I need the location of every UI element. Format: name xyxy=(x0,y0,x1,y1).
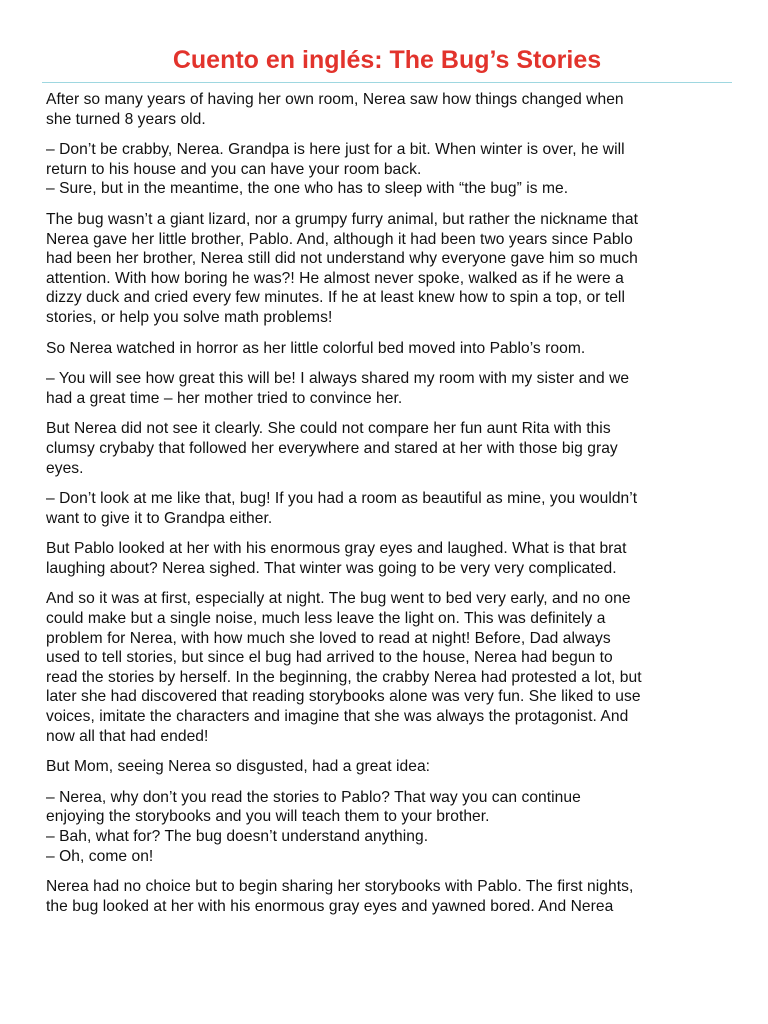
story-paragraph xyxy=(46,877,736,916)
text-line: laughing about? Nerea sighed. That winter was going to be very very complicated. xyxy=(46,559,617,577)
text-line: now all that had ended! xyxy=(46,727,209,745)
text-line: eyes. xyxy=(46,459,84,477)
text-line: – You will see how great this will be! I always shared my room with my sister and we xyxy=(46,370,630,388)
text-line: read the stories by herself. In the beginning, the crabby Nerea had protested a lot, but xyxy=(46,668,642,686)
text-line: And so it was at first, especially at night. The bug went to bed very early, and no one xyxy=(46,590,631,608)
text-line: – Oh, come on! xyxy=(46,847,154,865)
text-line: the bug looked at her with his enormous gray eyes and yawned bored. And Nerea xyxy=(46,897,614,915)
story-paragraph xyxy=(46,419,736,478)
text-line: – Sure, but in the meantime, the one who has to sleep with “the bug” is me. xyxy=(46,180,569,198)
text-line: return to his house and you can have your room back. xyxy=(46,160,422,178)
text-line: – Bah, what for? The bug doesn’t understand anything. xyxy=(46,828,429,845)
text-line: So Nerea watched in horror as her little colorful bed moved into Pablo’s room. xyxy=(46,339,586,357)
text-line: later she had discovered that reading storybooks alone was very fun. She liked to use xyxy=(46,688,641,706)
text-line: But Mom, seeing Nerea so disgusted, had a great idea: xyxy=(46,758,431,776)
text-line: used to tell stories, but since el bug had arrived to the house, Nerea had begun to xyxy=(46,649,613,667)
story-paragraph xyxy=(46,339,736,359)
text-line: voices, imitate the characters and imagine that she was always the protagonist. And xyxy=(46,708,629,726)
story-paragraph xyxy=(46,757,736,777)
text-line: Nerea had no choice but to begin sharing her storybooks with Pablo. The first nights, xyxy=(46,878,634,896)
story-paragraph xyxy=(46,788,736,866)
text-line: – Don’t be crabby, Nerea. Grandpa is here just for a bit. When winter is over, he will xyxy=(46,141,625,159)
text-line: After so many years of having her own room, Nerea saw how things changed when xyxy=(46,91,624,108)
page-title: Cuento en inglés: The Bug’s Stories xyxy=(172,46,602,74)
text-line: – Don’t look at me like that, bug! If you had a room as beautiful as mine, you wouldn’t xyxy=(46,490,638,508)
story-paragraph xyxy=(46,90,736,129)
story-paragraph xyxy=(46,539,736,578)
text-line: had been her brother, Nerea still did not understand why everyone gave him so much xyxy=(46,250,638,268)
text-line: had a great time – her mother tried to convince her. xyxy=(46,389,403,407)
text-line: problem for Nerea, with how much she loved to read at night! Before, Dad always xyxy=(46,629,611,647)
text-line: enjoying the storybooks and you will teach them to your brother. xyxy=(46,808,490,826)
text-line: could make but a single noise, much less leave the light on. This was definitely a xyxy=(46,610,606,628)
text-line: But Nerea did not see it clearly. She could not compare her fun aunt Rita with this xyxy=(46,420,611,438)
text-line: – Nerea, why don’t you read the stories to Pablo? That way you can continue xyxy=(46,788,581,806)
text-line: Nerea gave her little brother, Pablo. And, although it had been two years since Pablo xyxy=(46,230,633,248)
text-line: dizzy duck and cried every few minutes. If he at least knew how to spin a top, or tell xyxy=(46,289,625,307)
story-paragraph xyxy=(46,589,736,746)
text-line: clumsy crybaby that followed her everywhere and stared at her with those big gray xyxy=(46,439,618,457)
story-paragraph xyxy=(46,489,736,528)
story-paragraph xyxy=(46,369,736,408)
story-body xyxy=(46,90,736,927)
text-line: she turned 8 years old. xyxy=(46,110,206,128)
story-paragraph xyxy=(46,210,736,328)
text-line: want to give it to Grandpa either. xyxy=(46,509,273,527)
title-divider xyxy=(42,82,732,83)
story-paragraph xyxy=(46,140,736,199)
text-line: stories, or help you solve math problems! xyxy=(46,308,333,326)
text-line: attention. With how boring he was?! He almost never spoke, walked as if he were a xyxy=(46,269,624,287)
text-line: But Pablo looked at her with his enormous gray eyes and laughed. What is that brat xyxy=(46,540,627,558)
text-line: The bug wasn’t a giant lizard, nor a grumpy furry animal, but rather the nickname that xyxy=(46,210,638,228)
